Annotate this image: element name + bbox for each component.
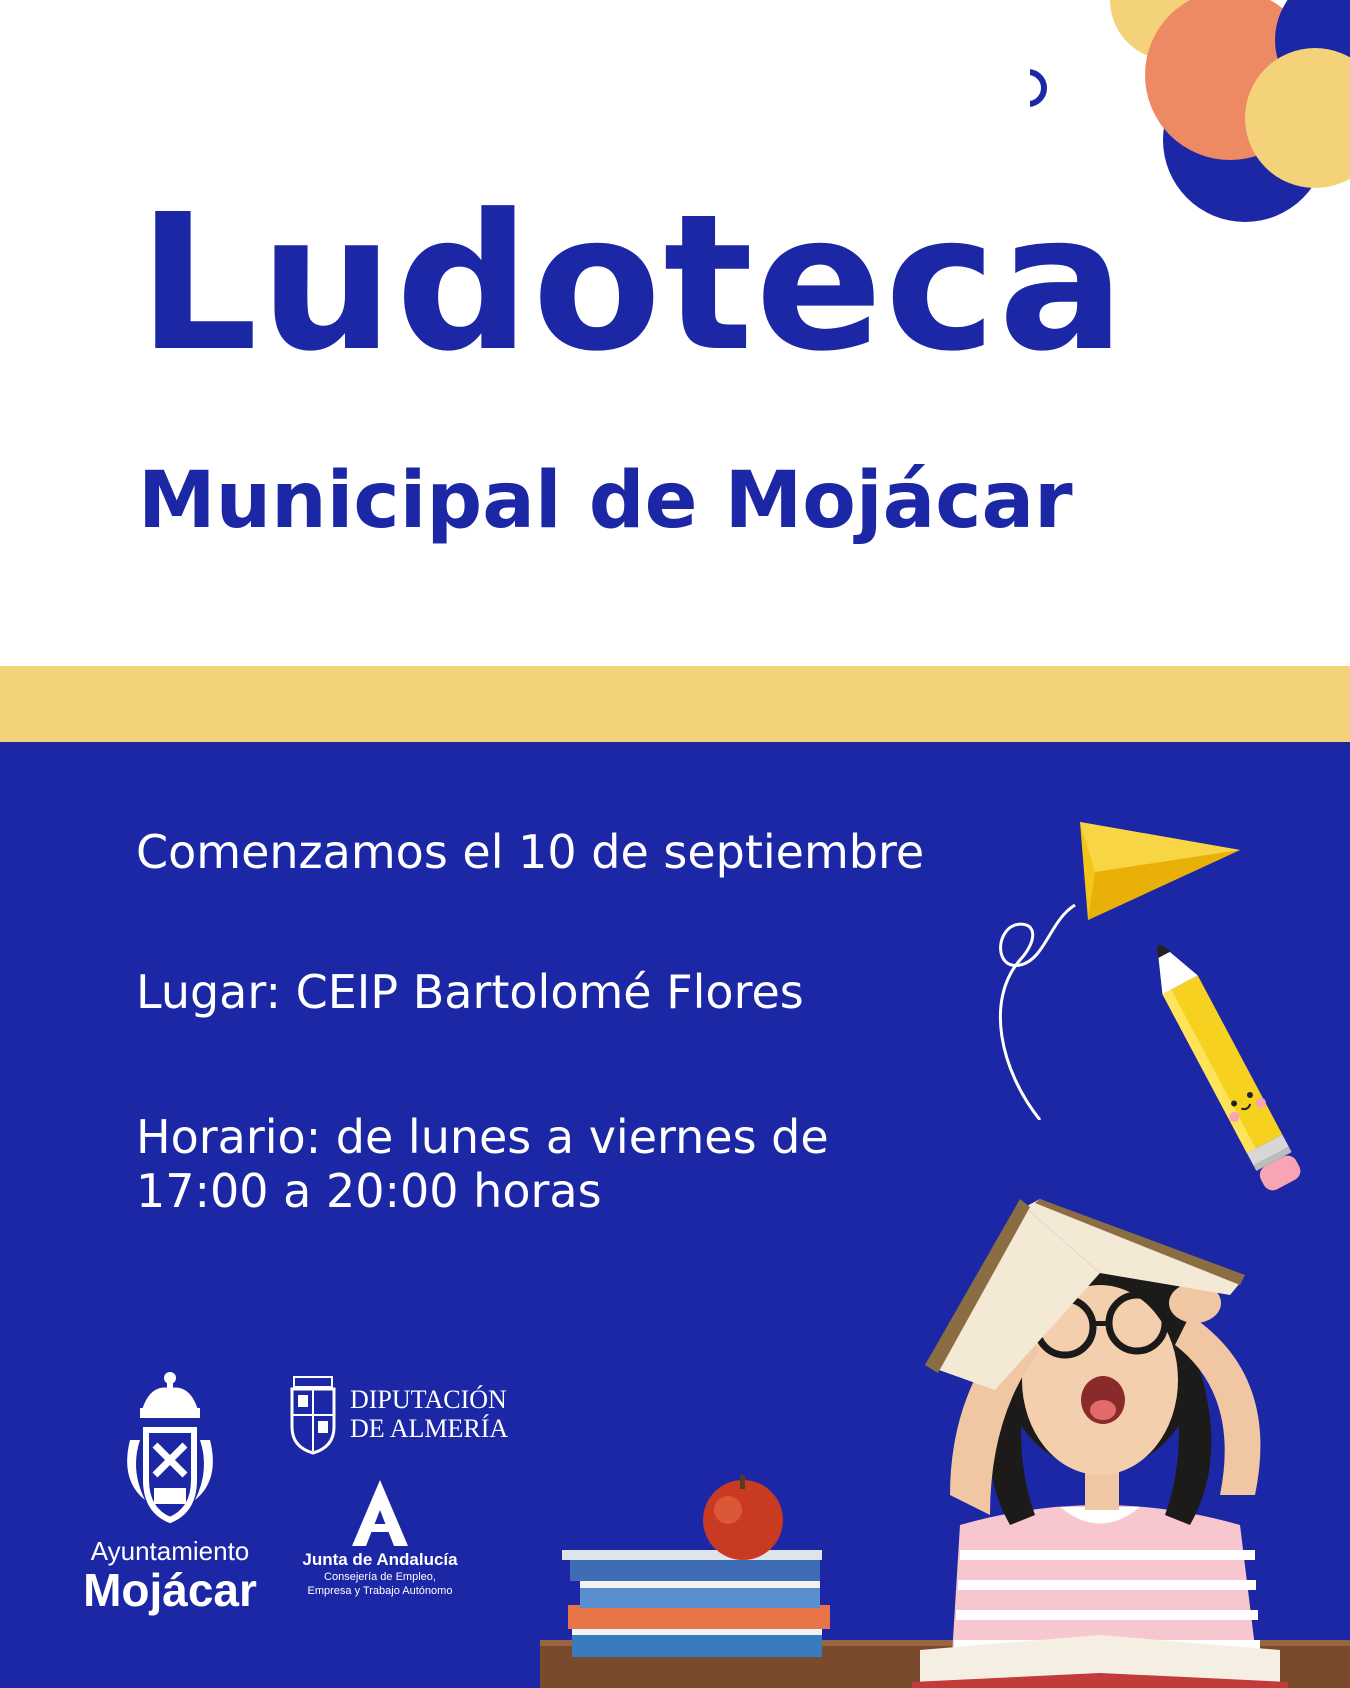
logo-mojacar-line1: Ayuntamiento (90, 1536, 250, 1566)
logo-diputacion-almeria (288, 1375, 548, 1455)
logo-diputacion-line2: DE ALMERÍA (350, 1414, 509, 1444)
start-date-text: Comenzamos el 10 de septiembre (136, 825, 925, 879)
place-text: Lugar: CEIP Bartolomé Flores (136, 965, 804, 1019)
letter-a-icon (352, 1480, 408, 1546)
girl-figure (912, 1199, 1288, 1688)
schedule-line-1: Horario: de lunes a viernes de (136, 1110, 829, 1164)
logo-junta-sub-line1: Consejería de Empleo, (324, 1571, 436, 1583)
logo-junta-sub-line2: Empresa y Trabajo Autónomo (307, 1585, 453, 1598)
shield-icon (288, 1375, 338, 1455)
pencil-icon (1150, 945, 1340, 1205)
schedule-line-2: 17:00 a 20:00 horas (136, 1164, 602, 1219)
page-subtitle: Municipal de Mojácar (138, 456, 1073, 546)
logo-ayuntamiento-mojacar (80, 1370, 260, 1620)
logo-junta-name: Junta de Andalucía (302, 1550, 458, 1569)
coat-of-arms-icon (110, 1370, 230, 1530)
books-with-apple (562, 1475, 830, 1657)
logo-diputacion-text (350, 1385, 508, 1443)
yellow-stripe (0, 666, 1350, 742)
logo-mojacar-line2: Mojácar (83, 1564, 257, 1616)
page-title: Ludoteca (138, 174, 1128, 393)
logo-diputacion-line1: DIPUTACIÓN (350, 1385, 507, 1414)
girl-with-book-illustration (540, 1195, 1350, 1688)
logo-junta-andalucia (290, 1480, 470, 1620)
